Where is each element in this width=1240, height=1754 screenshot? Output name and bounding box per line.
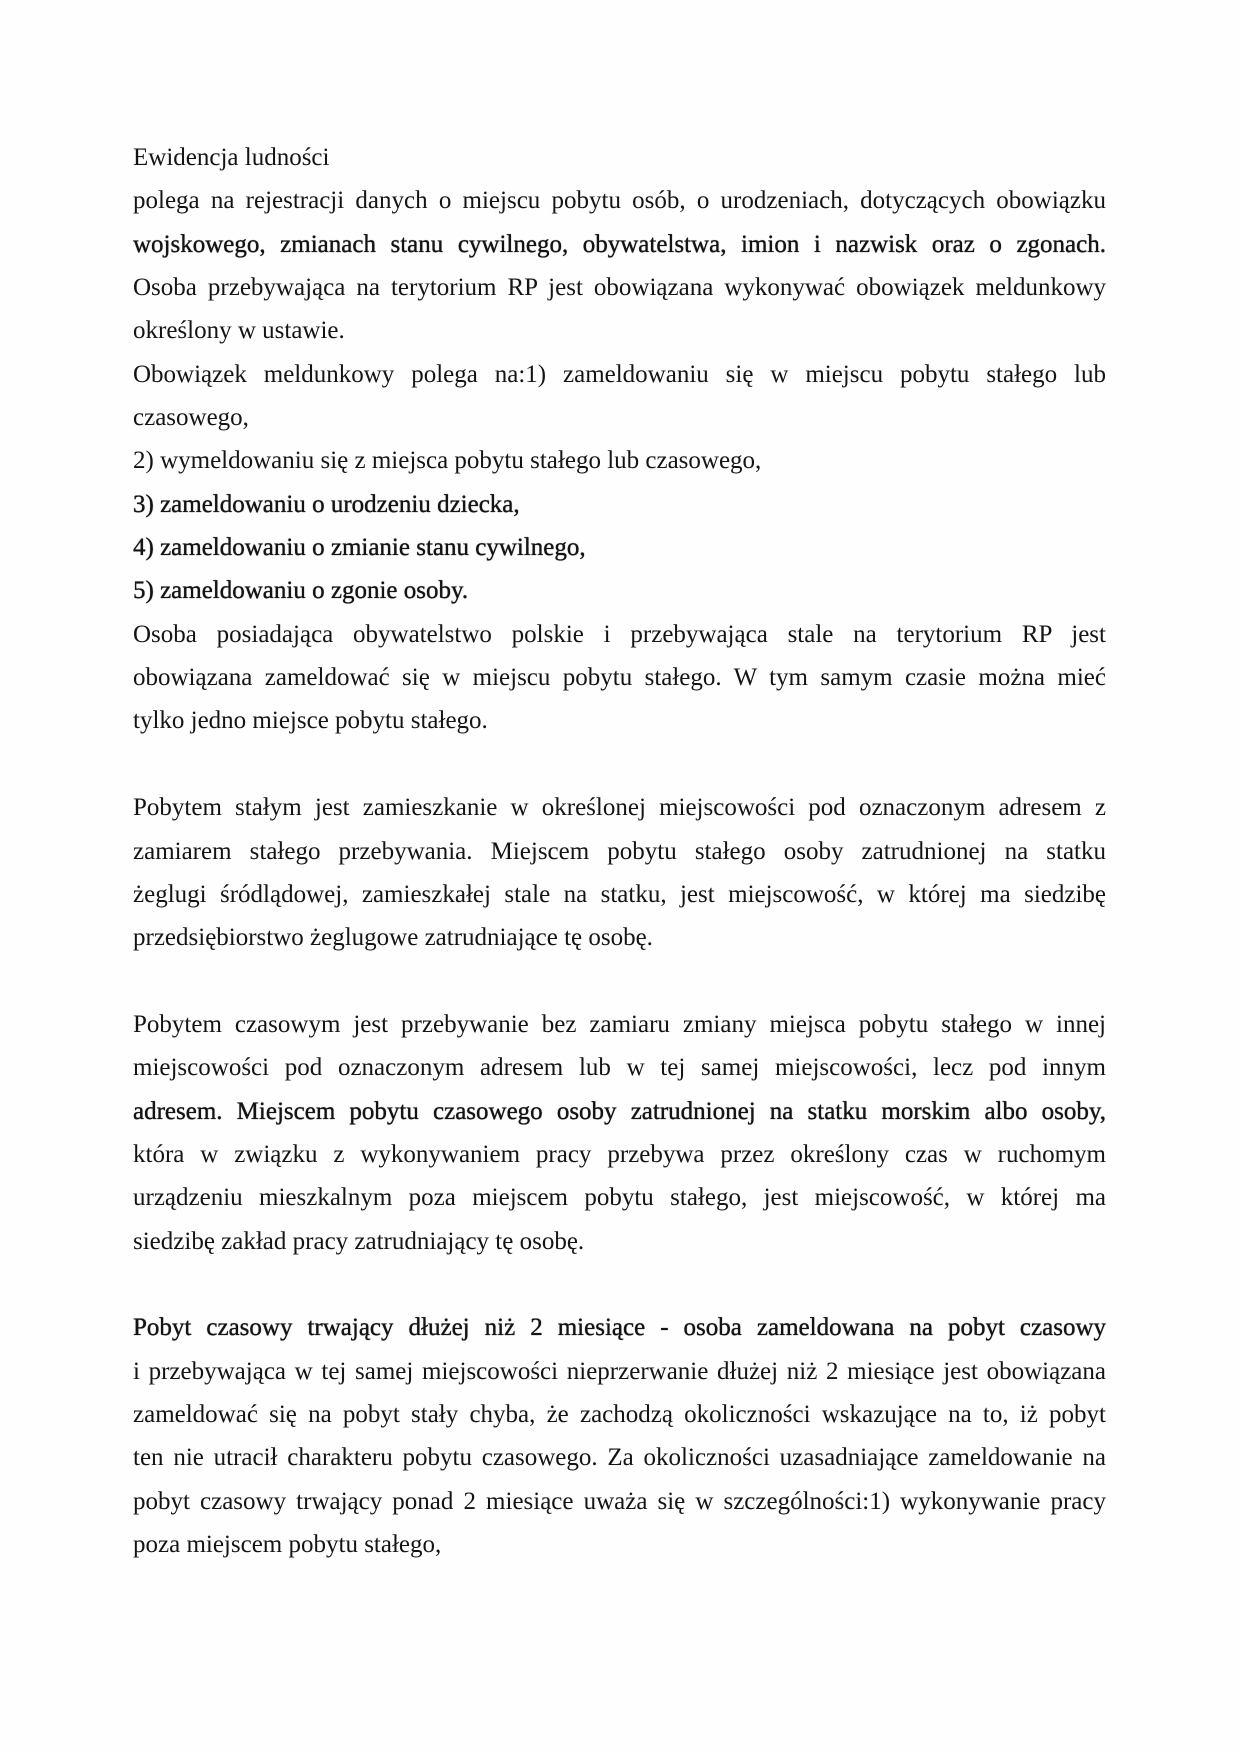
text-line: Osoba przebywająca na terytorium RP jest obowiązana wykonywać obowiązek meldunkowy xyxy=(133,274,1106,302)
paragraph xyxy=(133,136,1106,179)
blank-line xyxy=(133,743,1106,786)
text-line: urządzeniu mieszkalnym poza miejscem pobytu stałego, jest miejscowość, w której ma xyxy=(133,1184,1106,1212)
text-line: czasowego, xyxy=(133,404,249,432)
blank-line xyxy=(133,1263,1106,1306)
text-line: 4) zameldowaniu o zmianie stanu cywilnego, xyxy=(133,534,586,562)
paragraph xyxy=(133,179,1106,352)
text-line: Pobytem stałym jest zamieszkanie w określonej miejscowości pod oznaczonym adresem z xyxy=(133,794,1106,822)
text-line: zameldować się na pobyt stały chyba, że zachodzą okoliczności wskazujące na to, iż pobyt xyxy=(133,1400,1106,1428)
text-line: miejscowości pod oznaczonym adresem lub w tej samej miejscowości, lecz pod innym xyxy=(133,1054,1106,1082)
blank-line xyxy=(133,960,1106,1003)
text-line: tylko jedno miejsce pobytu stałego. xyxy=(133,707,488,735)
text-line: Pobyt czasowy trwający dłużej niż 2 miesiące - osoba zameldowana na pobyt czasowy xyxy=(133,1314,1106,1342)
text-line: ten nie utracił charakteru pobytu czasowego. Za okoliczności uzasadniające zameldowanie na xyxy=(133,1444,1106,1472)
paragraph xyxy=(133,1003,1106,1263)
text-line: polega na rejestracji danych o miejscu pobytu osób, o urodzeniach, dotyczących obowiązku xyxy=(133,187,1106,215)
document-body xyxy=(133,136,1106,1566)
paragraph xyxy=(133,526,1106,569)
blank-line xyxy=(133,1263,1106,1306)
text-line: która w związku z wykonywaniem pracy przebywa przez określony czas w ruchomym xyxy=(133,1140,1106,1168)
text-line: wojskowego, zmianach stanu cywilnego, obywatelstwa, imion i nazwisk oraz o zgonach. xyxy=(133,230,1106,258)
paragraph xyxy=(133,613,1106,743)
text-line: 5) zameldowaniu o zgonie osoby. xyxy=(133,577,469,605)
text-line: Obowiązek meldunkowy polega na:1) zameldowaniu się w miejscu pobytu stałego lub xyxy=(133,360,1106,388)
text-line: Pobytem czasowym jest przebywanie bez zamiaru zmiany miejsca pobytu stałego w innej xyxy=(133,1010,1106,1038)
text-line: zamiarem stałego przebywania. Miejscem pobytu stałego osoby zatrudnionej na statku xyxy=(133,837,1106,865)
text-line: żeglugi śródlądowej, zamieszkałej stale na statku, jest miejscowość, w której ma siedzibę xyxy=(133,880,1106,908)
paragraph xyxy=(133,786,1106,959)
text-line: Osoba posiadająca obywatelstwo polskie i przebywająca stale na terytorium RP jest xyxy=(133,620,1106,648)
text-line: przedsiębiorstwo żeglugowe zatrudniające tę osobę. xyxy=(133,924,653,952)
text-line: 2) wymeldowaniu się z miejsca pobytu stałego lub czasowego, xyxy=(133,447,762,475)
paragraph xyxy=(133,439,1106,482)
text-line: i przebywająca w tej samej miejscowości nieprzerwanie dłużej niż 2 miesiące jest obowiązana xyxy=(133,1357,1106,1385)
text-line: adresem. Miejscem pobytu czasowego osoby zatrudnionej na statku morskim albo osoby, xyxy=(133,1097,1106,1125)
paragraph xyxy=(133,1306,1106,1566)
paragraph xyxy=(133,353,1106,440)
text-line: określony w ustawie. xyxy=(133,317,345,345)
paragraph xyxy=(133,569,1106,612)
text-line: siedzibę zakład pracy zatrudniający tę osobę. xyxy=(133,1227,585,1255)
blank-line xyxy=(133,743,1106,786)
text-line: 3) zameldowaniu o urodzeniu dziecka, xyxy=(133,490,520,518)
text-line: pobyt czasowy trwający ponad 2 miesiące uważa się w szczególności:1) wykonywanie pracy xyxy=(133,1487,1106,1515)
paragraph xyxy=(133,483,1106,526)
text-line: obowiązana zameldować się w miejscu pobytu stałego. W tym samym czasie można mieć xyxy=(133,664,1106,692)
blank-line xyxy=(133,960,1106,1003)
text-line: poza miejscem pobytu stałego, xyxy=(133,1531,442,1558)
text-line: Ewidencja ludności xyxy=(133,144,330,171)
